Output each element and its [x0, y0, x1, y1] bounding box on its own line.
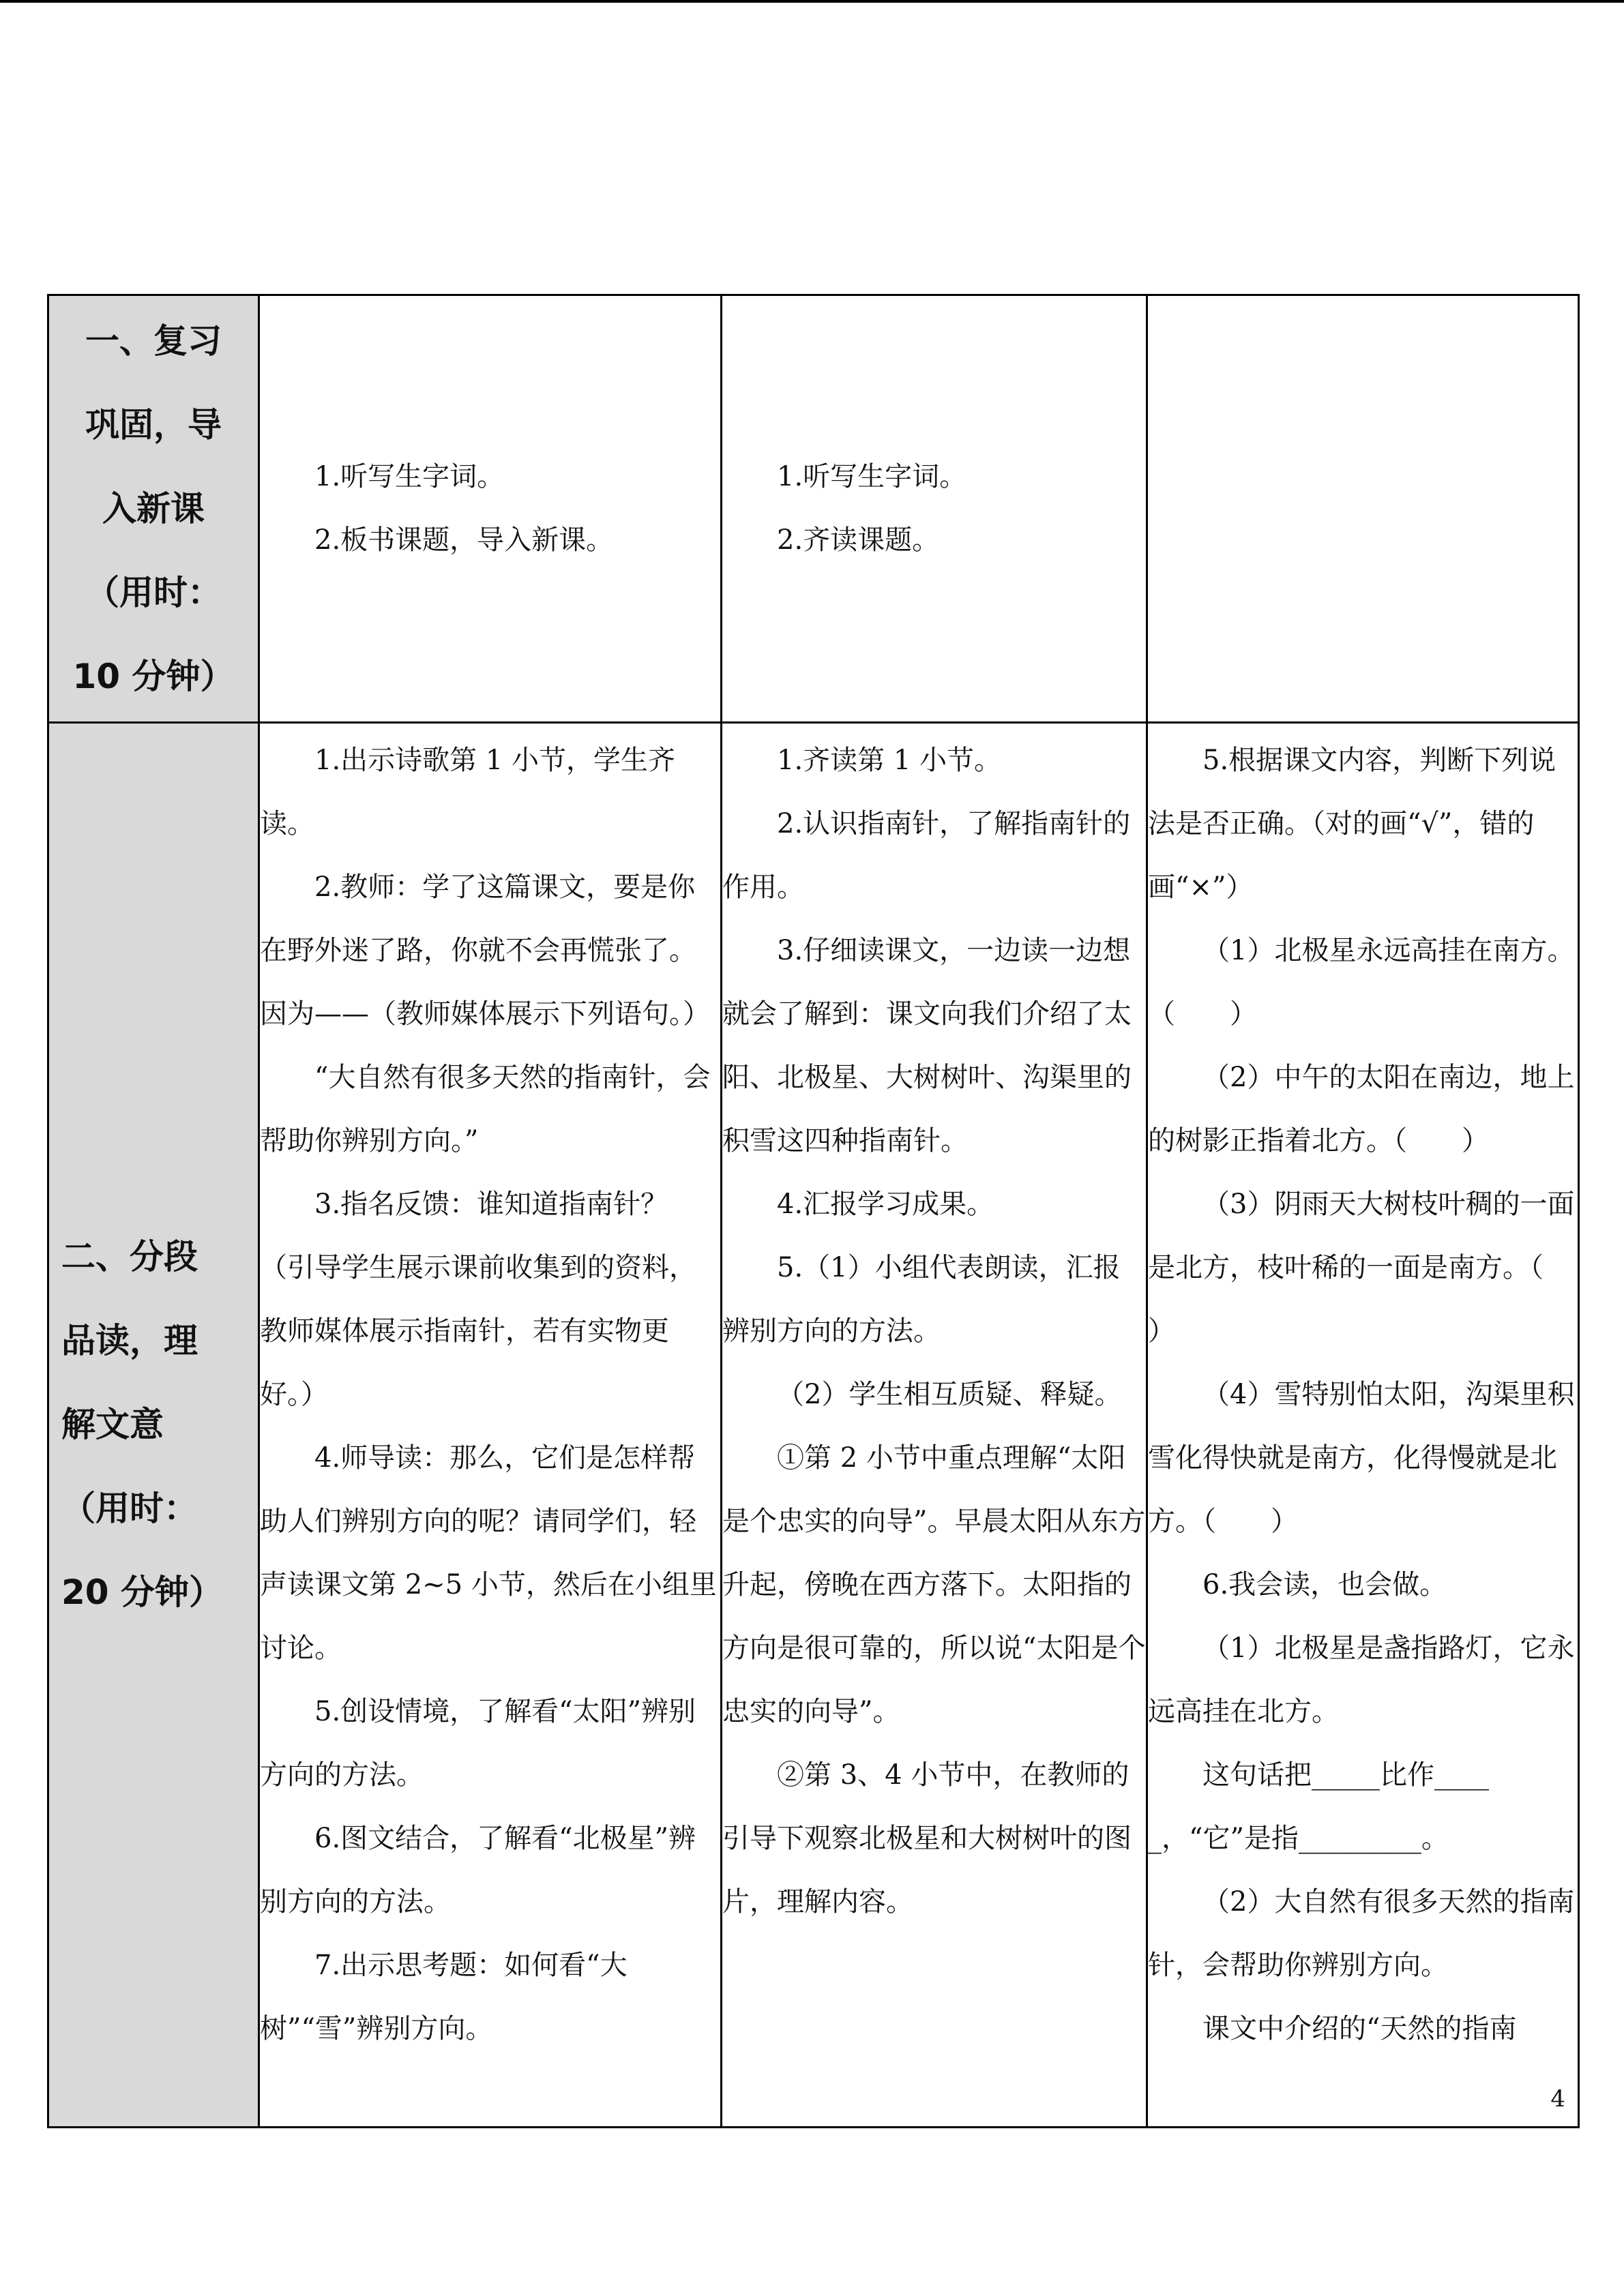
practice-item: 课文中介绍的“天然的指南: [1202, 2013, 1517, 2044]
student-activity-item: ①第 2 小节中重点理解“太阳是个忠实的向导”。早晨太阳从东方升起，傍晚在西方落下。太阳指的方向是很可靠的，所以说“太阳是个忠实的向导”。: [722, 1442, 1146, 1727]
teacher-activity-item: 3.指名反馈：谁知道指南针？（引导学生展示课前收集到的资料，教师媒体展示指南针，若有实物更好。）: [260, 1189, 696, 1410]
stage-line: （用时：: [85, 572, 222, 612]
practice-item: 这句话把_____比作_____，“它”是指_________。: [1148, 1759, 1489, 1854]
practice-item: （1）北极星是盏指路灯，它永远高挂在北方。: [1148, 1632, 1575, 1727]
teacher-activity-cell: [259, 723, 722, 2128]
student-activity-item: 5.（1）小组代表朗读，汇报辨别方向的方法。: [722, 1252, 1121, 1347]
stage-line: 巩固，导: [85, 404, 222, 445]
practice-item: （3）阴雨天大树枝叶稠的一面是北方，枝叶稀的一面是南方。（ ）: [1148, 1189, 1598, 1347]
practice-item: 5.根据课文内容，判断下列说法是否正确。（对的画“√”，错的画“×”）: [1148, 745, 1556, 903]
practice-cell-empty: [1147, 295, 1579, 723]
teacher-activity-item: 7.出示思考题：如何看“大树”“雪”辨别方向。: [260, 1950, 628, 2044]
student-activity-cell: [722, 295, 1147, 723]
practice-item: （2）中午的太阳在南边，地上的树影正指着北方。（ ）: [1148, 1062, 1575, 1157]
table-row-reading: [48, 723, 1579, 2128]
student-activity-cell: [722, 723, 1147, 2128]
student-activity-item: ②第 3、4 小节中，在教师的引导下观察北极星和大树树叶的图片，理解内容。: [722, 1759, 1132, 1918]
practice-cell: [1147, 723, 1598, 2128]
practice-item: （2）大自然有很多天然的指南针，会帮助你辨别方向。: [1148, 1886, 1575, 1981]
teacher-activity-item: 2.板书课题，导入新课。: [314, 524, 614, 556]
teacher-activity-item: 1.听写生字词。: [314, 461, 505, 492]
student-activity-item: 2.认识指南针，了解指南针的作用。: [722, 808, 1131, 903]
stage-line: 二、分段: [61, 1237, 198, 1277]
stage-line: 解文意: [61, 1405, 164, 1444]
teacher-activity-cell: [259, 295, 722, 723]
teacher-activity-item: 6.图文结合，了解看“北极星”辨别方向的方法。: [260, 1823, 696, 1918]
stage-line: 一、复习: [85, 320, 222, 361]
teacher-activity-item: 4.师导读：那么，它们是怎样帮助人们辨别方向的呢？请同学们，轻声读课文第 2~5 小节，然后在小组里讨论。: [260, 1442, 717, 1664]
teacher-activity-quote: “大自然有很多天然的指南针，会帮助你辨别方向。”: [260, 1062, 711, 1157]
page-number: 4: [1550, 2085, 1565, 2113]
practice-item: 6.我会读，也会做。: [1202, 1569, 1447, 1600]
student-activity-item: （2）学生相互质疑、释疑。: [777, 1379, 1122, 1410]
table-row-review: [48, 295, 1579, 723]
stage-line: 品读，理: [61, 1321, 198, 1360]
teacher-activity-item: 5.创设情境，了解看“太阳”辨别方向的方法。: [260, 1696, 696, 1791]
student-activity-item: 4.汇报学习成果。: [777, 1189, 994, 1220]
practice-item: （4）雪特别怕太阳，沟渠里积雪化得快就是南方，化得慢就是北方。（ ）: [1148, 1379, 1575, 1537]
student-activity-item: 1.听写生字词。: [777, 461, 967, 492]
stage-line: 10 分钟）: [72, 656, 235, 696]
stage-cell-reading: [48, 723, 259, 2128]
stage-line: 20 分钟）: [61, 1572, 223, 1612]
teacher-activity-item: 2.教师：学了这篇课文，要是你在野外迷了路，你就不会再慌张了。因为——（教师媒体展示下列语句。）: [260, 871, 710, 1030]
student-activity-item: 3.仔细读课文，一边读一边想就会了解到：课文向我们介绍了太阳、北极星、大树树叶、沟渠里的积雪这四种指南针。: [722, 935, 1132, 1157]
teacher-activity-item: 1.出示诗歌第 1 小节，学生齐读。: [260, 745, 676, 839]
practice-item: （1）北极星永远高挂在南方。（ ）: [1148, 935, 1575, 1030]
student-activity-item: 2.齐读课题。: [777, 524, 940, 556]
top-border-line: [0, 0, 1624, 3]
stage-line: （用时：: [61, 1489, 198, 1528]
stage-line: 入新课: [102, 488, 205, 528]
stage-cell-review: [48, 295, 259, 723]
lesson-plan-table: [47, 294, 1598, 2128]
student-activity-item: 1.齐读第 1 小节。: [777, 745, 1002, 776]
